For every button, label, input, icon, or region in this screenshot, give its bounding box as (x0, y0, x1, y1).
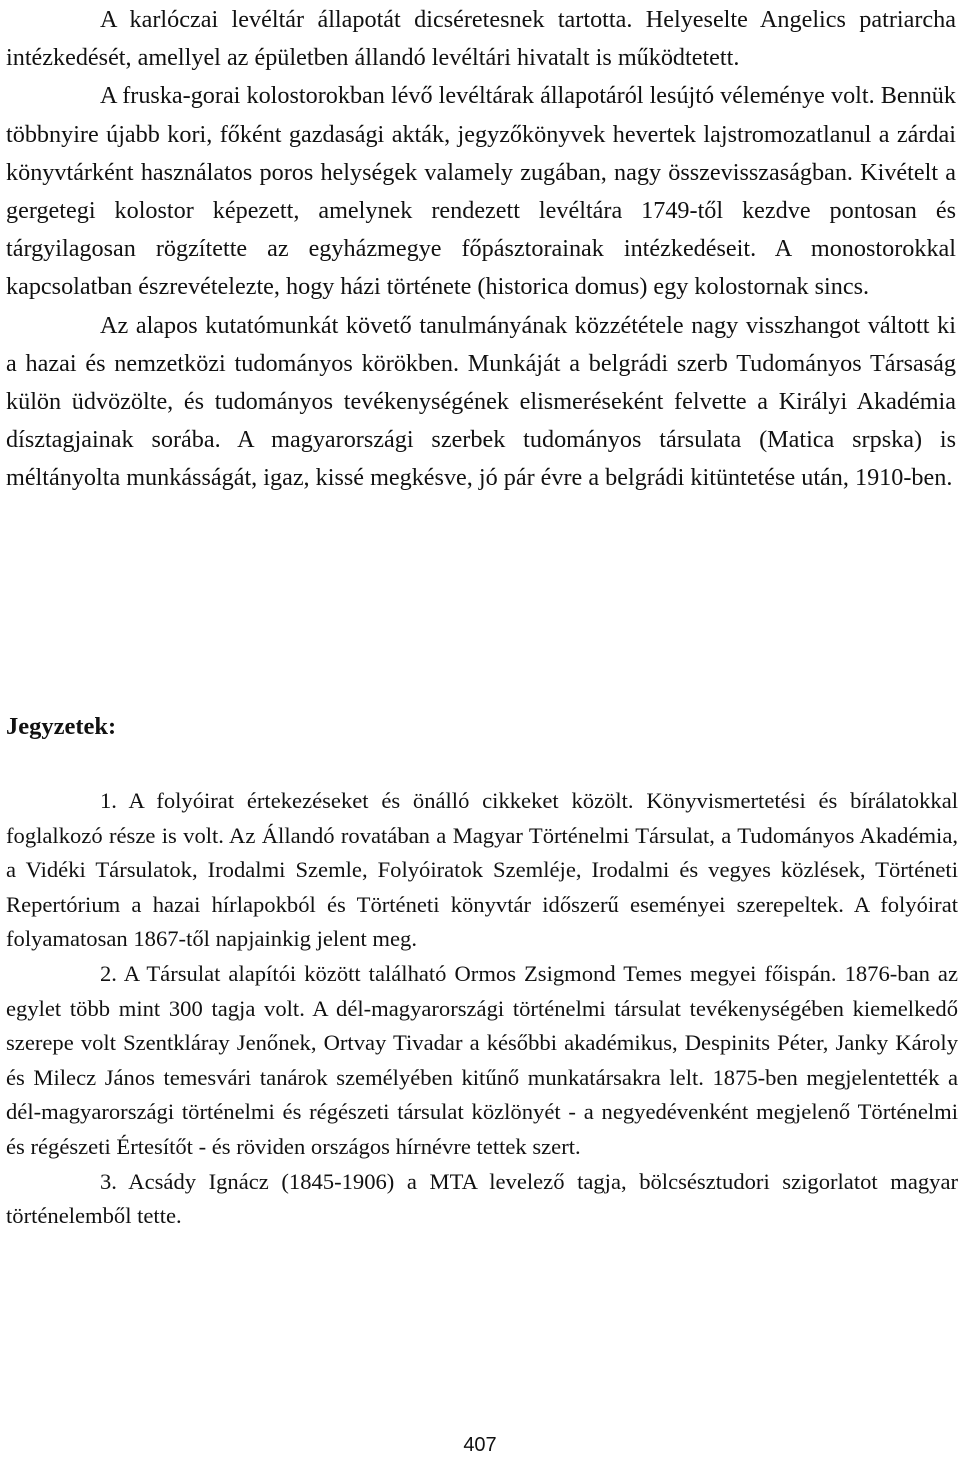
notes-heading: Jegyzetek: (6, 713, 117, 740)
note-2: 2. A Társulat alapítói között található Ormos Zsigmond Temes megyei főispán. 1876-ban az egylet több mint 300 tagja volt. A dél-magyarországi történelmi társulat tevékenységében kiemelkedő szerepe volt Szentkláray Jenőnek, Ortvay Tivadar a későbbi akadémikus, Despinits Péter, Janky Károly és Milecz János temesvári tanárok személyében kitűnő munkatársakra lelt. 1875-ben megjelentették a dél-magyarországi történelmi és régészeti társulat közlönyét - a negyedévenként megjelenő Történelmi és régészeti Értesítőt - és röviden országos hírnévre tettek szert. (6, 960, 958, 1159)
paragraph-1: A karlóczai levéltár állapotát dicséretesnek tartotta. Helyeselte Angelics patriarcha intézkedését, amellyel az épületben állandó levéltári hivatalt is működtetett. (6, 6, 956, 72)
body-text (6, 1, 956, 498)
page-number: 407 (463, 1434, 497, 1456)
paragraph-2: A fruska-gorai kolostorokban lévő levéltárak állapotáról lesújtó véleménye volt. Bennük többnyire újabb kori, főként gazdasági akták, jegyzőkönyvek hevertek lajstromozatlanul a zárdai könyvtárként használatos poros helységek valamely zugában, nagy összevisszaságban. Kivételt a gergetegi kolostor képezett, amelynek rendezett levéltára 1749-től kezdve pontosan és tárgyilagosan rögzítette az egyházmegye főpásztorainak intézkedéseit. A monostorokkal kapcsolatban észrevételezte, hogy házi története (historica domus) egy kolostornak sincs. (6, 82, 956, 301)
notes-list (6, 784, 958, 1234)
document-page (6, 0, 958, 1229)
paragraph-3: Az alapos kutatómunkát követő tanulmányának közzététele nagy visszhangot váltott ki a hazai és nemzetközi tudományos körökben. Munkáját a belgrádi szerb Tudományos Társaság külön üdvözölte, és tudományos tevékenységének elismeréseként felvette a Királyi Akadémia dísztagjainak sorába. A magyarországi szerbek tudományos társulata (Matica srpska) is méltányolta munkásságát, igaz, kissé megkésve, jó pár évre a belgrádi kitüntetése után, 1910-ben. (6, 311, 956, 492)
note-3: 3. Acsády Ignácz (1845-1906) a MTA levelező tagja, bölcsésztudori szigorlatot magyar történelemből tette. (6, 1168, 958, 1229)
note-1: 1. A folyóirat értekezéseket és önálló cikkeket közölt. Könyvismertetési és bírálatokkal foglalkozó része is volt. Az Állandó rovatában a Magyar Történelmi Társulat, a Tudományos Akadémia, a Vidéki Társulatok, Irodalmi Szemle, Folyóiratok Szemléje, Irodalmi és vegyes közlések, Történeti Repertórium a hazai hírlapokból és Történeti könyvtár időszerű eseményei szerepeltek. A folyóirat folyamatosan 1867-től napjainkig jelent meg. (6, 788, 958, 952)
